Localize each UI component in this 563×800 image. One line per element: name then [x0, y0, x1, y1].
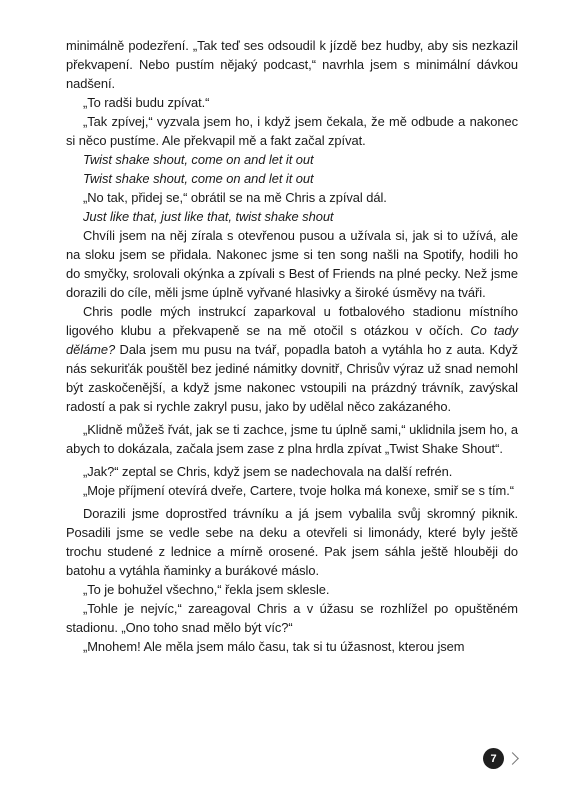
text-span: Twist shake shout, come on and let it out — [83, 171, 314, 186]
italic-text: Co tady děláme? — [66, 323, 518, 357]
text-span: minimálně podezření. „Tak teď ses odsoudil k jízdě bez hudby, aby sis nezkazil překvapení. Nebo pustím nějaký podcast,“ navrhla jsem s minimální dávkou nadšení. — [66, 38, 518, 91]
text-span: „Klidně můžeš řvát, jak se ti zachce, jsme tu úplně sami,“ uklidnila jsem ho, a abych to dokázala, začala jsem zase z plna hrdla zpívat „Twist Shake Shout“. — [66, 422, 518, 456]
page-number: 7 — [483, 748, 504, 769]
text-span: „Moje příjmení otevírá dveře, Cartere, tvoje holka má konexe, smiř se s tím.“ — [83, 483, 515, 498]
page-text — [66, 36, 518, 656]
paragraph — [66, 150, 518, 169]
paragraph — [66, 599, 518, 637]
paragraph — [66, 504, 518, 580]
paragraph — [66, 462, 518, 481]
paragraph — [66, 637, 518, 656]
paragraph — [66, 481, 518, 500]
text-span: „Mnohem! Ale měla jsem málo času, tak si tu úžasnost, kterou jsem — [83, 639, 465, 654]
text-span: Twist shake shout, come on and let it out — [83, 152, 314, 167]
paragraph — [66, 169, 518, 188]
paragraph — [66, 226, 518, 302]
text-span: „Tak zpívej,“ vyzvala jsem ho, i když jsem čekala, že mě odbude a nakonec si něco pustíme. Ale překvapil mě a fakt začal zpívat. — [66, 114, 518, 148]
text-span: Chris podle mých instrukcí zaparkoval u fotbalového stadionu místního ligového klubu a překvapeně se na mě otočil s otázkou v očích. — [66, 304, 518, 338]
paragraph — [66, 580, 518, 599]
text-span: „Jak?“ zeptal se Chris, když jsem se nadechovala na další refrén. — [83, 464, 453, 479]
text-span: Dala jsem mu pusu na tvář, popadla batoh a vytáhla ho z auta. Když nás sekuriťák pouštěl bez jediné námitky dovnitř, Chrisův výraz už snad nemohl být zaskočenější, a když jsme nakonec vstoupili na prázdný trávník, zavýskal radostí a pak si rychle zakryl pusu, jako by udělal něco zakázaného. — [66, 342, 518, 414]
text-span: Just like that, just like that, twist shake shout — [83, 209, 334, 224]
text-span: „Tohle je nejvíc,“ zareagoval Chris a v úžasu se rozhlížel po opuštěném stadionu. „Ono toho snad mělo být víc?“ — [66, 601, 518, 635]
paragraph — [66, 112, 518, 150]
text-span: „To je bohužel všechno,“ řekla jsem sklesle. — [83, 582, 330, 597]
paragraph — [66, 93, 518, 112]
paragraph — [66, 420, 518, 458]
text-span: „No tak, přidej se,“ obrátil se na mě Chris a zpíval dál. — [83, 190, 387, 205]
paragraph — [66, 302, 518, 416]
text-span: Dorazili jsme doprostřed trávníku a já jsem vybalila svůj skromný piknik. Posadili jsme se vedle sebe na deku a otevřeli si limonády, které byly ještě trochu studené z lednice a mírně orosené. Pak jsem sáhla ještě hlouběji do batohu a vytáhla ňaminky a burákové máslo. — [66, 506, 518, 578]
text-span: Chvíli jsem na něj zírala s otevřenou pusou a užívala si, jak si to užívá, ale na sloku jsem se přidala. Nakonec jsme si ten song našli na Spotify, hodili ho do smyčky, srolovali okýnka a zpívali s Best of Friends na plné pecky. Než jsme dorazili do cíle, měli jsme úplně vyřvané hlasivky a široké úsměvy na tváři. — [66, 228, 518, 300]
paragraph — [66, 207, 518, 226]
text-span: „To radši budu zpívat.“ — [83, 95, 210, 110]
paragraph — [66, 36, 518, 93]
page-navigation — [483, 748, 517, 769]
chevron-right-icon[interactable] — [506, 752, 519, 765]
paragraph — [66, 188, 518, 207]
